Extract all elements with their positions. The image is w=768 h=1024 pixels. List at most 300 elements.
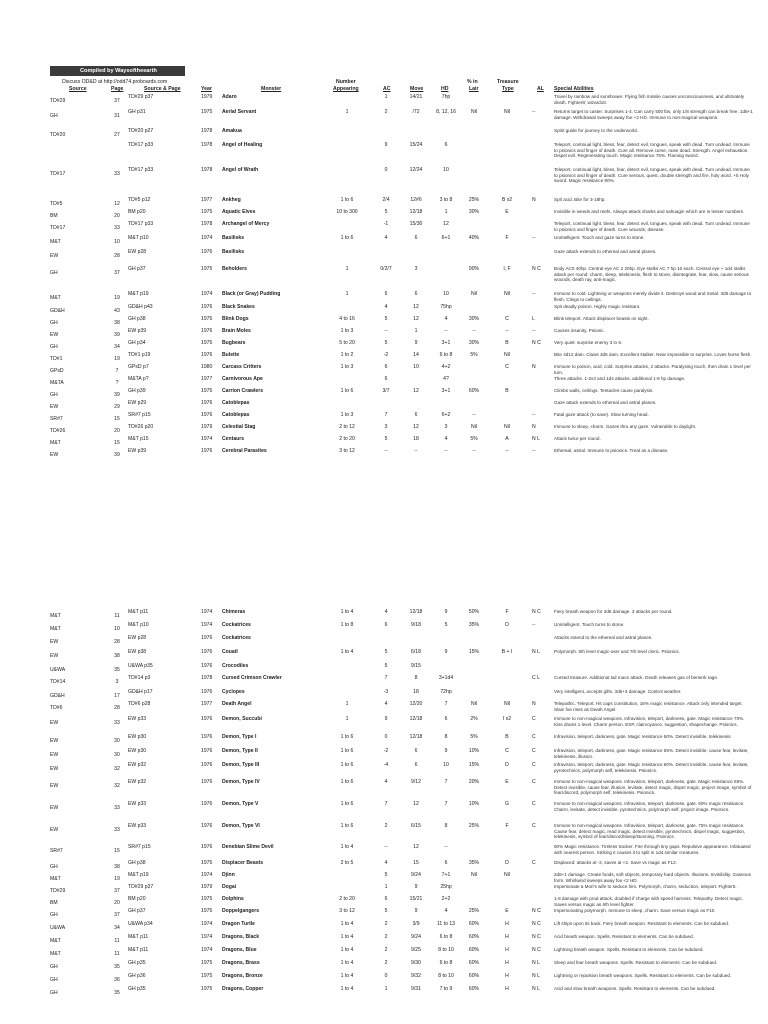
cell-tt: Nil — [504, 109, 510, 115]
cell-src: M&T — [50, 239, 61, 245]
cell-sp: GH p37 — [128, 908, 146, 914]
cell-name: Dogai — [222, 884, 237, 890]
cell-hd: 25hp — [440, 884, 452, 890]
column-header-source-page: Source & Page — [144, 86, 181, 92]
cell-name: Demon, Type I — [222, 734, 257, 740]
cell-special-abilities: 2d8+1 damage. Create foods, soft objects, temporary hard objects. Illusions. Invisibility. Gaseous form. Whirlwind sweeps away foe <2 HD. — [554, 872, 751, 883]
cell-hd: 5 — [444, 622, 448, 628]
cell-ac: 1 — [384, 884, 388, 890]
cell-pg: 35 — [114, 667, 120, 673]
cell-src: M&T — [50, 938, 61, 944]
cell-special-abilities: Blink teleport. Attack displacer beasts on sight. — [554, 316, 649, 321]
cell-name: Couatl — [222, 649, 238, 655]
cell-sp: TD#1 p19 — [128, 352, 151, 358]
cell-src: GH — [50, 990, 58, 996]
cell-yr: 1976 — [201, 844, 213, 850]
cell-num: 2 to 12 — [339, 424, 355, 430]
cell-sp: GH p36 — [128, 973, 146, 979]
cell-name: Basilisks — [222, 235, 245, 241]
cell-special-abilities: Impersonating polymorph. Immune to sleep, charm. Save versus magic as F10. — [554, 908, 716, 913]
cell-sp: M&T p19 — [128, 291, 149, 297]
cell-yr: 1976 — [201, 448, 213, 454]
cell-src: U&WA — [50, 667, 66, 673]
cell-ac: 0 — [384, 734, 388, 740]
cell-hd: 7hp — [441, 94, 451, 100]
cell-src: BM — [50, 213, 58, 219]
cell-mv: 12/18 — [409, 209, 423, 215]
cell-hd: 6 — [444, 142, 448, 148]
cell-hd: 7 — [444, 701, 448, 707]
cell-tt: C — [505, 748, 509, 754]
cell-hd: 11 to 13 — [436, 921, 456, 927]
cell-hd: 6 to 8 — [439, 960, 453, 966]
cell-sp: GH p38 — [128, 316, 146, 322]
cell-tt: H — [505, 973, 509, 979]
cell-yr: 1976 — [201, 249, 213, 255]
cell-pg: 20 — [114, 213, 120, 219]
cell-hd: 4 — [444, 316, 448, 322]
cell-lair: 15% — [468, 649, 480, 655]
cell-tt: H — [505, 986, 509, 992]
cell-tt: -- — [505, 328, 509, 334]
cell-src: TD#26 — [50, 428, 66, 434]
cell-hd: -- — [444, 844, 448, 850]
cell-al: N C — [532, 266, 541, 272]
cell-lair: 30% — [468, 209, 480, 215]
cell-mv: 9/12 — [411, 779, 421, 785]
cell-al: N L — [532, 986, 540, 992]
cell-ac: 6 — [384, 622, 388, 628]
cell-special-abilities: Attack twice per round. — [554, 436, 601, 441]
cell-num: 1 to 3 — [340, 328, 354, 334]
cell-hd: 9 — [444, 649, 448, 655]
cell-special-abilities: Lift ships upon its back. Fiery breath weapon. Resistant to elements. Can be subdued. — [554, 921, 730, 926]
cell-lair: 60% — [468, 973, 480, 979]
cell-yr: 1974 — [201, 934, 213, 940]
cell-mv: 9/24 — [411, 934, 421, 940]
cell-tt: D — [505, 762, 509, 768]
cell-mv: 10 — [413, 364, 419, 370]
cell-sp: GD&H p43 — [128, 304, 153, 310]
cell-src: SR#7 — [50, 416, 63, 422]
cell-yr: 1975 — [201, 109, 213, 115]
cell-al: C — [532, 801, 536, 807]
cell-yr: 1980 — [201, 364, 213, 370]
cell-tt: -- — [505, 448, 509, 454]
cell-lair: -- — [472, 412, 476, 418]
cell-special-abilities: Invisible in weeds and reefs. Always attack sharks and sahuagin which are in lesser numbers. — [554, 209, 745, 214]
cell-pg: 28 — [114, 639, 120, 645]
cell-ac: 5 — [384, 649, 388, 655]
cell-pg: 33 — [114, 805, 120, 811]
cell-yr: 1975 — [201, 908, 213, 914]
cell-src: GH — [50, 344, 58, 350]
cell-ac: 2 — [384, 921, 388, 927]
cell-name: Ankheg — [222, 197, 241, 203]
cell-lair: 60% — [468, 388, 480, 394]
cell-mv: 18 — [413, 689, 419, 695]
cell-src: EW — [50, 752, 59, 758]
cell-al: C L — [532, 675, 540, 681]
cell-lair: 5% — [470, 352, 478, 358]
cell-src: GD&H — [50, 308, 65, 314]
cell-al: -- — [532, 448, 536, 454]
cell-mv: 12 — [413, 388, 419, 394]
cell-name: Bugbears — [222, 340, 246, 346]
cell-sp: U&WA p34 — [128, 921, 153, 927]
cell-src: TD#1 — [50, 356, 63, 362]
cell-yr: 1976 — [201, 635, 213, 641]
cell-ac: 2 — [384, 960, 388, 966]
cell-yr: 1977 — [201, 197, 213, 203]
cell-hd: 10 — [443, 762, 449, 768]
cell-yr: 1975 — [201, 316, 213, 322]
cell-pg: 37 — [114, 912, 120, 918]
cell-pg: 20 — [114, 428, 120, 434]
cell-sp: TD#6 p28 — [128, 701, 151, 707]
cell-mv: 9 — [414, 908, 418, 914]
cell-src: GH — [50, 320, 58, 326]
cell-lair: 60% — [468, 986, 480, 992]
cell-al: N — [532, 197, 536, 203]
cell-sp: M&T p11 — [128, 934, 149, 940]
cell-src: GH — [50, 392, 58, 398]
cell-mv: 9/31 — [411, 986, 421, 992]
cell-yr: 1974 — [201, 872, 213, 878]
cell-tt: Nil — [504, 291, 510, 297]
cell-num: 1 to 4 — [340, 973, 354, 979]
cell-pg: 27 — [114, 132, 120, 138]
cell-pg: 38 — [114, 864, 120, 870]
cell-hd: 8 — [444, 734, 448, 740]
cell-special-abilities: Immune to non-magical weapons. Infravision, teleport, darkness, gate. 60% magic resistance. Charm, levitate, detect invisible, pyrotechnics, polymorph self, project image. Psionics. — [554, 801, 745, 812]
cell-ac: 4 — [384, 609, 388, 615]
cell-lair: 40% — [468, 235, 480, 241]
cell-sp: EW p33 — [128, 716, 147, 722]
cell-pg: 19 — [114, 356, 120, 362]
cell-lair: 60% — [468, 960, 480, 966]
cell-sp: TD#17 p33 — [128, 142, 154, 148]
monster-table-upper — [0, 94, 768, 472]
cell-tt: B — [505, 388, 509, 394]
cell-mv: 3 — [414, 266, 418, 272]
cell-hd: 12 — [443, 221, 449, 227]
cell-ac: 9 — [384, 142, 388, 148]
cell-mv: 3/9 — [412, 921, 420, 927]
cell-lair: 90% — [468, 266, 480, 272]
cell-mv: 12/20 — [409, 701, 423, 707]
cell-yr: 1975 — [201, 960, 213, 966]
cell-num: 1 to 6 — [340, 762, 354, 768]
cell-al: C — [532, 823, 536, 829]
cell-al: -- — [532, 109, 536, 115]
cell-name: Demon, Type VI — [222, 823, 260, 829]
cell-yr: 1974 — [201, 235, 213, 241]
cell-hd: -- — [444, 448, 448, 454]
cell-mv: 12/18 — [409, 716, 423, 722]
cell-hd: 6 — [444, 716, 448, 722]
cell-src: GH — [50, 113, 58, 119]
cell-num: 1 to 6 — [340, 235, 354, 241]
cell-tt: D — [505, 622, 509, 628]
cell-pg: 38 — [114, 653, 120, 659]
cell-mv: 14/21 — [409, 94, 423, 100]
cell-hd: 3 to 8 — [439, 197, 453, 203]
cell-hd: 4+2 — [441, 364, 451, 370]
cell-lair: 15% — [468, 762, 480, 768]
cell-yr: 1975 — [201, 860, 213, 866]
cell-mv: 12 — [413, 424, 419, 430]
cell-special-abilities: Spit acid. Bite for 3-18hp. — [554, 197, 606, 202]
cell-name: Demon, Succubi — [222, 716, 262, 722]
cell-special-abilities: Acid and slow breath weapons. Spells. Resistant to elements. Can be subdued. — [554, 986, 716, 991]
cell-yr: 1976 — [201, 649, 213, 655]
cell-sp: TD#14 p3 — [128, 675, 151, 681]
cell-special-abilities: Three attacks. 1-2x3 and 1d4 attacks, additional 1-8 hp damage. — [554, 376, 686, 381]
cell-al: N L — [532, 973, 540, 979]
cell-sp: EW p39 — [128, 448, 147, 454]
cell-al: -- — [532, 291, 536, 297]
cell-mv: 15/30 — [409, 221, 423, 227]
cell-lair: 20% — [468, 779, 480, 785]
cell-hd: 8 to 10 — [438, 947, 454, 953]
cell-src: GH — [50, 977, 58, 983]
cell-tt: H — [505, 947, 509, 953]
cell-tt: H — [505, 921, 509, 927]
cell-tt: B x2 — [501, 197, 513, 203]
cell-sp: EW p28 — [128, 635, 147, 641]
cell-ac: 0/2/7 — [380, 266, 392, 272]
cell-src: EW — [50, 653, 59, 659]
cell-yr: 1976 — [201, 779, 213, 785]
cell-lair: Nil — [471, 424, 477, 430]
cell-mv: 18 — [413, 436, 419, 442]
cell-special-abilities: Teleport, continual light, bless, fear, detect evil, tongues, speak with dead. Turn undead. Immune to psionics and finger of death. Cure wounds, disease. — [554, 221, 750, 232]
cell-mv: 6 — [414, 412, 418, 418]
cell-tt: H — [505, 960, 509, 966]
cell-mv: /72 — [412, 109, 420, 115]
cell-mv: 1 — [414, 328, 418, 334]
cell-lair: 25% — [468, 908, 480, 914]
cell-name: Cockatrices — [222, 635, 251, 641]
cell-src: GH — [50, 270, 58, 276]
cell-tt: Nil — [504, 872, 510, 878]
cell-al: N C — [532, 934, 541, 940]
cell-pg: 20 — [114, 900, 120, 906]
cell-sp: M&T p11 — [128, 609, 149, 615]
discussion-link[interactable]: Discuss OD&D at http://odd74.proboards.com — [62, 79, 168, 85]
cell-mv: 14 — [413, 352, 419, 358]
cell-mv: 12 — [413, 801, 419, 807]
cell-ac: 9 — [384, 716, 388, 722]
cell-name: Demon, Type II — [222, 748, 258, 754]
cell-ac: 6 — [384, 896, 388, 902]
cell-sp: TD#17 p33 — [128, 221, 154, 227]
cell-al: -- — [532, 328, 536, 334]
column-header-page: Page — [111, 86, 124, 92]
cell-ac: 4 — [384, 779, 388, 785]
cell-ac: 6 — [384, 291, 388, 297]
cell-yr: 1978 — [201, 167, 213, 173]
cell-src: EW — [50, 452, 59, 458]
cell-tt: Nil — [504, 352, 510, 358]
cell-yr: 1975 — [201, 209, 213, 215]
cell-lair: Nil — [471, 701, 477, 707]
cell-hd: 3+1d4 — [438, 675, 454, 681]
cell-pg: 33 — [114, 720, 120, 726]
cell-name: Blink Dogs — [222, 316, 249, 322]
cell-al: N L — [532, 960, 540, 966]
cell-pg: 7 — [115, 368, 119, 374]
cell-pg: 37 — [114, 888, 120, 894]
cell-lair: 35% — [468, 860, 480, 866]
cell-pg: 32 — [114, 766, 120, 772]
cell-sp: TD#17 p33 — [128, 167, 154, 173]
cell-name: Dolphins — [222, 896, 244, 902]
cell-yr: 1976 — [201, 762, 213, 768]
cell-tt: H — [505, 934, 509, 940]
cell-yr: 1979 — [201, 424, 213, 430]
cell-name: Carrion Crawlers — [222, 388, 264, 394]
cell-mv: 15/21 — [409, 896, 423, 902]
cell-special-abilities: Sleep and fear breath weapons. Spells. Resistant to elements. Can be subdued. — [554, 960, 718, 965]
cell-num: 1 to 4 — [340, 934, 354, 940]
cell-pg: 3 — [115, 679, 119, 685]
cell-name: Dragons, Bronze — [222, 973, 263, 979]
cell-mv: 9/30 — [411, 960, 421, 966]
cell-hd: 6 to 8 — [439, 934, 453, 940]
cell-yr: 1976 — [201, 304, 213, 310]
cell-name: Beholders — [222, 266, 247, 272]
cell-name: Djinn — [222, 872, 235, 878]
cell-sp: GH p39 — [128, 388, 146, 394]
cell-tt: E — [505, 908, 509, 914]
cell-lair: Nil — [471, 109, 477, 115]
cell-special-abilities: 90% Magic resistance. Tireless tracker. Fire through tiny gaps. Repulsive appearance. Infatuated with nearest person. Striking it causes it to split in 1d4 similar creatures. — [554, 844, 751, 855]
cell-num: 1 to 4 — [340, 947, 354, 953]
column-header-number-top: Number — [336, 79, 356, 85]
cell-lair: 10% — [468, 801, 480, 807]
cell-special-abilities: Telepathic. Teleport. Hit caps constitution, 16% magic resistance. Attack only intended target. Slain foe rises as Death Angel. — [554, 701, 743, 712]
cell-pg: 28 — [114, 705, 120, 711]
cell-mv: 9/15 — [411, 663, 421, 669]
column-header-source: Source — [69, 86, 87, 92]
cell-hd: 7 — [444, 801, 448, 807]
cell-yr: 1974 — [201, 947, 213, 953]
cell-name: Amakua — [222, 128, 242, 134]
cell-num: 1 — [345, 109, 349, 115]
column-header-type: Type — [502, 86, 514, 92]
cell-name: Demon, Type III — [222, 762, 260, 768]
cell-src: BM — [50, 900, 58, 906]
cell-num: 3 to 12 — [339, 908, 355, 914]
cell-pg: 15 — [114, 848, 120, 854]
cell-special-abilities: Polymorph. 5th level magic-user and 7th level cleric. Psionics. — [554, 649, 680, 654]
cell-src: M&T — [50, 440, 61, 446]
cell-lair: 25% — [468, 823, 480, 829]
cell-name: Catoblepas — [222, 400, 250, 406]
cell-pg: 32 — [114, 783, 120, 789]
cell-special-abilities: Immune to poison, acid, cold. Surprise attacks, 2 attacks. Paralysing touch, then drain 1 level per turn. — [554, 364, 751, 375]
cell-special-abilities: Acid breath weapon. Spells. Resistant to elements. Can be subdued. — [554, 934, 694, 939]
cell-sp: M&T p15 — [128, 436, 149, 442]
cell-tt: Nil — [504, 701, 510, 707]
cell-pg: 34 — [114, 344, 120, 350]
cell-yr: 1979 — [201, 884, 213, 890]
cell-ac: 0 — [384, 973, 388, 979]
cell-yr: 1974 — [201, 436, 213, 442]
cell-ac: -- — [384, 844, 388, 850]
cell-mv: 9/25 — [411, 947, 421, 953]
cell-hd: 3+1 — [441, 340, 451, 346]
cell-name: Cerebral Parasites — [222, 448, 267, 454]
cell-src: M&T — [50, 876, 61, 882]
cell-sp: EW p30 — [128, 734, 147, 740]
cell-al: N C — [532, 921, 541, 927]
cell-lair: -- — [472, 328, 476, 334]
cell-num: 1 to 4 — [340, 921, 354, 927]
cell-name: Angel of Wrath — [222, 167, 259, 173]
cell-lair: 30% — [468, 316, 480, 322]
cell-name: Demon, Type V — [222, 801, 259, 807]
cell-ac: 5 — [384, 340, 388, 346]
cell-sp: EW p29 — [128, 400, 147, 406]
cell-mv: 6/15 — [411, 823, 421, 829]
cell-al: N C — [532, 908, 541, 914]
cell-tt: A — [505, 436, 509, 442]
cell-pg: 12 — [114, 201, 120, 207]
cell-yr: 1974 — [201, 609, 213, 615]
cell-num: 1 to 2 — [340, 352, 354, 358]
cell-hd: 6 to 8 — [439, 352, 453, 358]
cell-special-abilities: Infravision, teleport, darkness, gate. Magic resistance 55%. Detect invisible, cause fear, levitate, telekinesis, illusion. — [554, 748, 749, 759]
cell-tt: B — [505, 734, 509, 740]
cell-ac: 5 — [384, 908, 388, 914]
cell-al: N C — [532, 609, 541, 615]
cell-name: Denebian Slime Devil — [222, 844, 274, 850]
cell-num: 2 to 5 — [340, 860, 354, 866]
cell-special-abilities: Immune to non-magical weapons. Infravision, teleport, darkness, gate. Magic resistance 70%. Kiss drains 1 level. Charm person. ESP, clairvoyance, suggestion, shapechange. Psionics. — [554, 716, 745, 727]
cell-num: 1 to 6 — [340, 823, 354, 829]
cell-src: GD&H — [50, 693, 65, 699]
cell-yr: 1974 — [201, 291, 213, 297]
cell-ac: 2 — [384, 109, 388, 115]
cell-lair: -- — [472, 448, 476, 454]
cell-mv: 12#6 — [410, 197, 422, 203]
cell-special-abilities: Very intelligent, accepts gifts. 3d6+3 damage. Control weather. — [554, 689, 682, 694]
cell-sp: EW p33 — [128, 801, 147, 807]
cell-special-abilities: Immune to non-magical weapons. Infravision, teleport, darkness, gate. Magic resistance 65%. Detect invisible, cause fear, illusion, levitate, detect magic, dispel magic, project image, symbol of fear/discord, polymorph self, telekinesis. Psionics. — [554, 779, 752, 796]
cell-ac: 5 — [384, 663, 388, 669]
cell-mv: 6 — [414, 235, 418, 241]
cell-mv: 6 — [414, 291, 418, 297]
cell-yr: 1977 — [201, 376, 213, 382]
cell-num: 1 — [345, 716, 349, 722]
cell-name: Cyclopes — [222, 689, 245, 695]
cell-sp: TD#20 p27 — [128, 128, 154, 134]
cell-ac: 3/7 — [382, 388, 390, 394]
cell-sp: TD#29 p37 — [128, 884, 154, 890]
cell-mv: 15/24 — [409, 142, 423, 148]
cell-sp: GH p35 — [128, 986, 146, 992]
cell-sp: GD&H p17 — [128, 689, 153, 695]
cell-lair: 60% — [468, 947, 480, 953]
cell-tt: B + I — [501, 649, 513, 655]
cell-name: Death Angel — [222, 701, 252, 707]
cell-special-abilities: 1-8 damage with prod attack, doubled if charge with speed harness. Telepathy. Detect magic. Saves versus magic as 6th level fighter. — [554, 896, 744, 907]
column-header-appearing: Appearing — [333, 86, 359, 92]
cell-src: M&T — [50, 295, 61, 301]
